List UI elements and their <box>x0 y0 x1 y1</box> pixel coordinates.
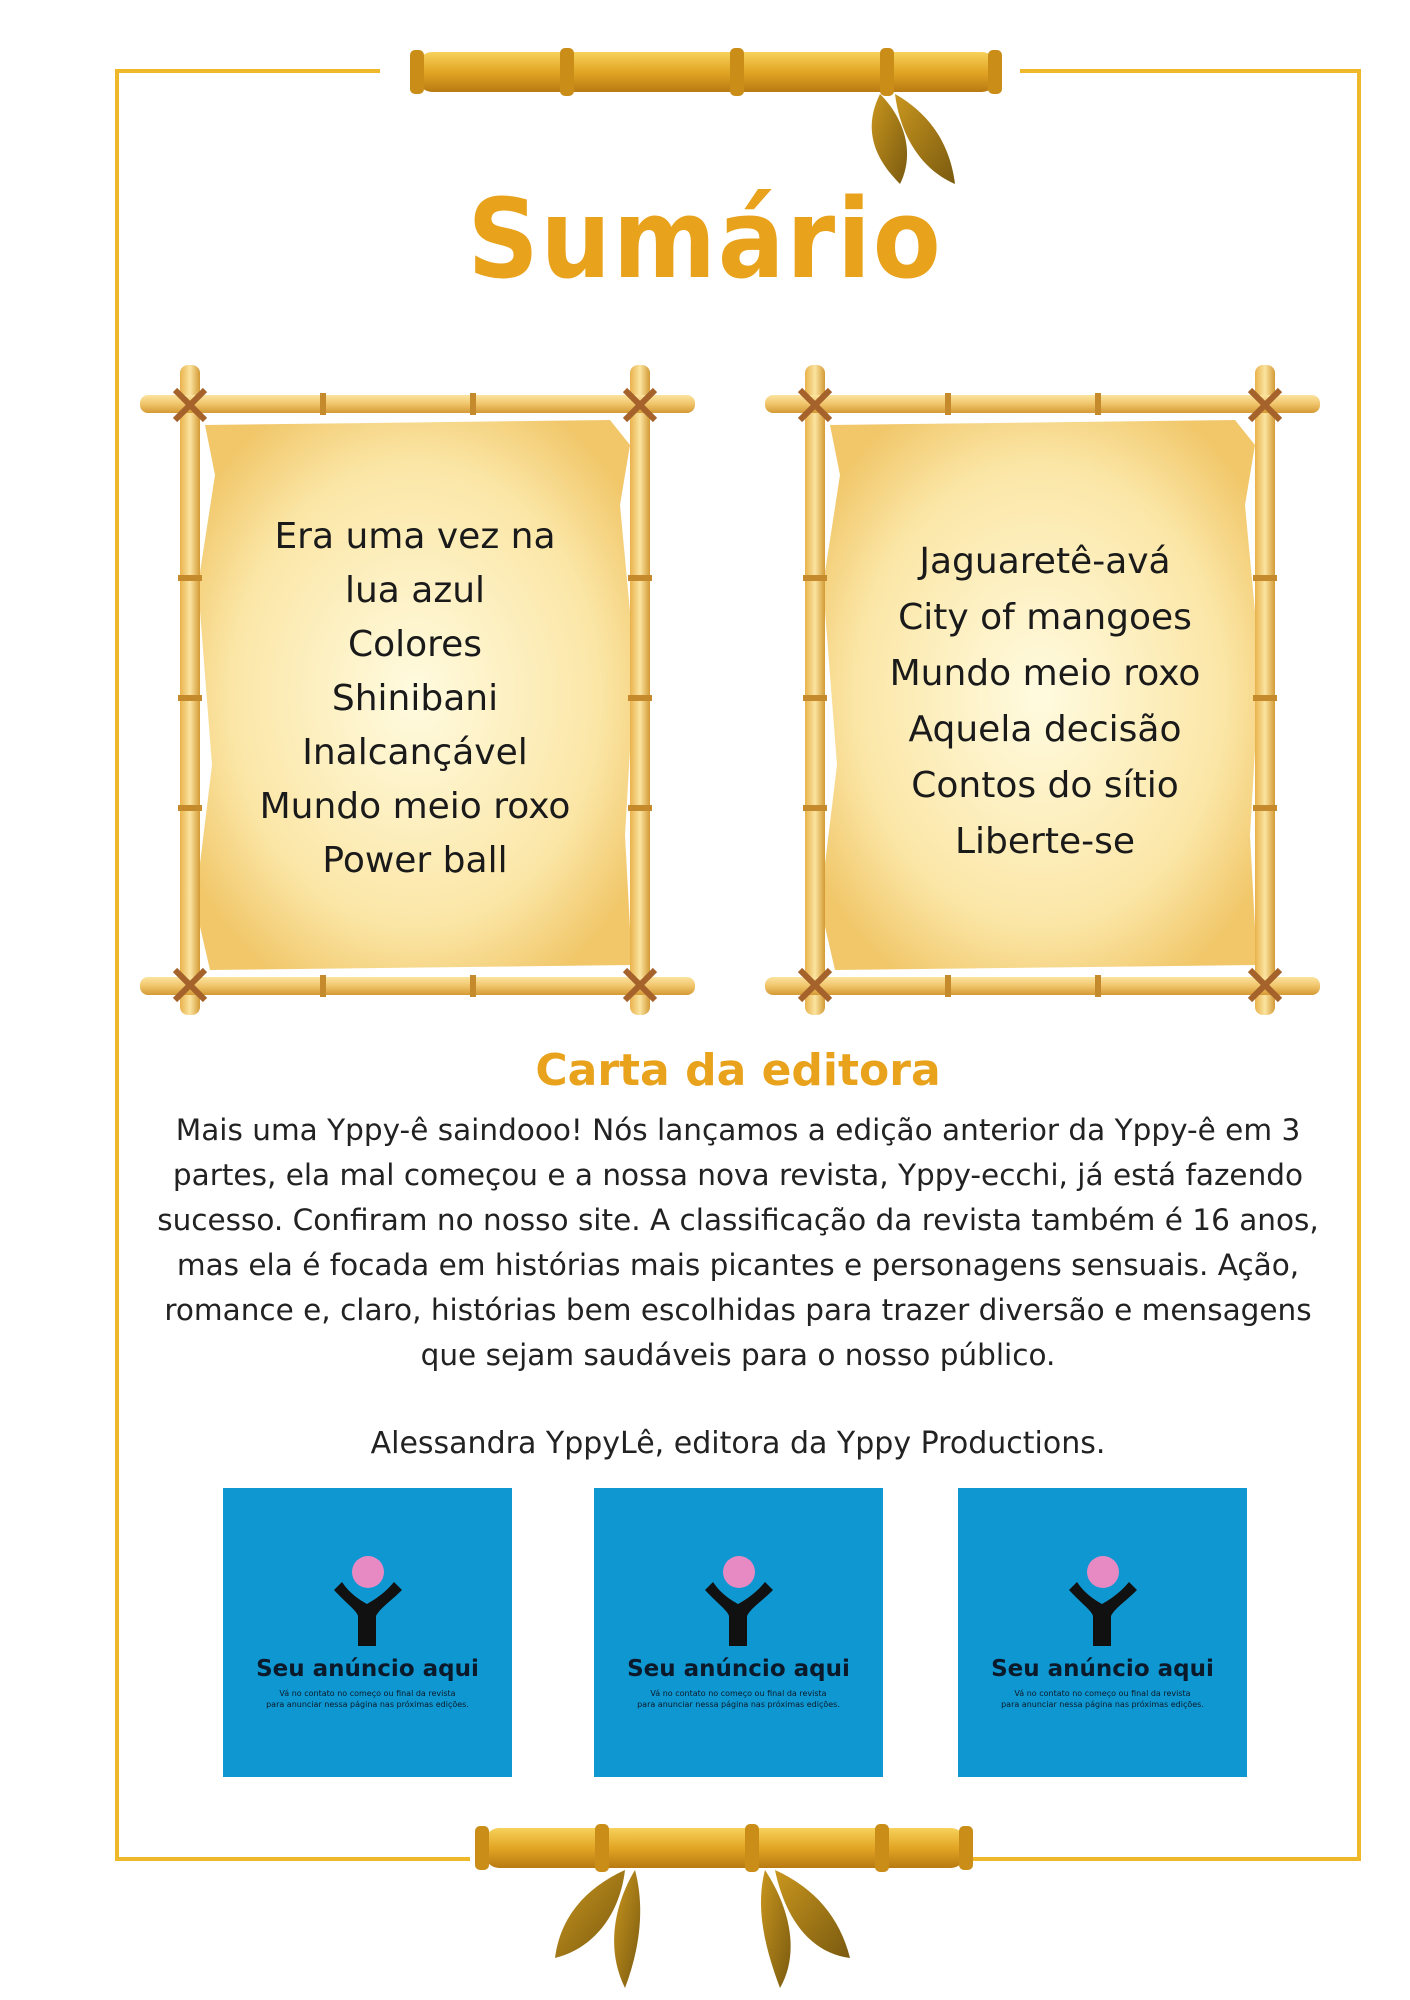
page-title: Sumário <box>467 175 943 303</box>
letter-heading: Carta da editora <box>535 1045 941 1096</box>
ad-box[interactable] <box>594 1488 883 1777</box>
right-scroll-list <box>850 534 1240 870</box>
ad-subtitle <box>594 1688 883 1710</box>
ad-subtitle <box>223 1688 512 1710</box>
list-item: Power ball <box>322 840 508 881</box>
list-item: Colores <box>347 624 483 665</box>
bamboo-bottom-decoration <box>475 1808 995 1998</box>
list-item: Inalcançável <box>302 732 528 773</box>
list-item: Mundo meio roxo <box>889 653 1201 694</box>
letter-line: sucesso. Confiram no nosso site. A classificação da revista também é 16 anos, <box>157 1203 1319 1237</box>
ad-subtitle-line: Vá no contato no começo ou final da revista <box>650 1689 827 1698</box>
list-item: lua azul <box>344 570 486 611</box>
letter-body <box>125 1108 1351 1378</box>
ad-subtitle-line: para anunciar nessa página nas próximas edições. <box>266 1700 469 1709</box>
letter-line: partes, ela mal começou e a nossa nova revista, Yppy-ecchi, já está fazendo <box>172 1158 1304 1192</box>
list-item: Jaguaretê-avá <box>919 541 1171 582</box>
ad-subtitle <box>958 1688 1247 1710</box>
ad-subtitle-line: para anunciar nessa página nas próximas edições. <box>637 1700 840 1709</box>
yppy-logo-icon <box>328 1550 408 1650</box>
list-item: Era uma vez na <box>274 516 556 557</box>
ad-subtitle-line: Vá no contato no começo ou final da revista <box>1014 1689 1191 1698</box>
left-scroll-list <box>230 510 600 888</box>
ad-title: Seu anúncio aqui <box>991 1656 1214 1682</box>
list-item: Shinibani <box>331 678 499 719</box>
yppy-logo-icon <box>1063 1550 1143 1650</box>
ad-subtitle-line: Vá no contato no começo ou final da revista <box>279 1689 456 1698</box>
letter-line: mas ela é focada em histórias mais picantes e personagens sensuais. Ação, <box>176 1248 1300 1282</box>
letter-signature: Alessandra YppyLê, editora da Yppy Productions. <box>370 1426 1106 1461</box>
bamboo-top-decoration <box>410 44 1030 194</box>
list-item: Aquela decisão <box>908 709 1182 750</box>
yppy-logo-icon <box>699 1550 779 1650</box>
list-item: Mundo meio roxo <box>259 786 571 827</box>
list-item: City of mangoes <box>898 597 1192 638</box>
list-item: Contos do sítio <box>911 765 1179 806</box>
letter-line: Mais uma Yppy-ê saindooo! Nós lançamos a edição anterior da Yppy-ê em 3 <box>175 1113 1301 1147</box>
ad-box[interactable] <box>223 1488 512 1777</box>
ad-title: Seu anúncio aqui <box>256 1656 479 1682</box>
ad-title: Seu anúncio aqui <box>627 1656 850 1682</box>
ad-box[interactable] <box>958 1488 1247 1777</box>
ad-subtitle-line: para anunciar nessa página nas próximas edições. <box>1001 1700 1204 1709</box>
letter-line: que sejam saudáveis para o nosso público. <box>420 1338 1056 1372</box>
list-item: Liberte-se <box>954 821 1136 862</box>
letter-line: romance e, claro, histórias bem escolhidas para trazer diversão e mensagens <box>164 1293 1312 1327</box>
